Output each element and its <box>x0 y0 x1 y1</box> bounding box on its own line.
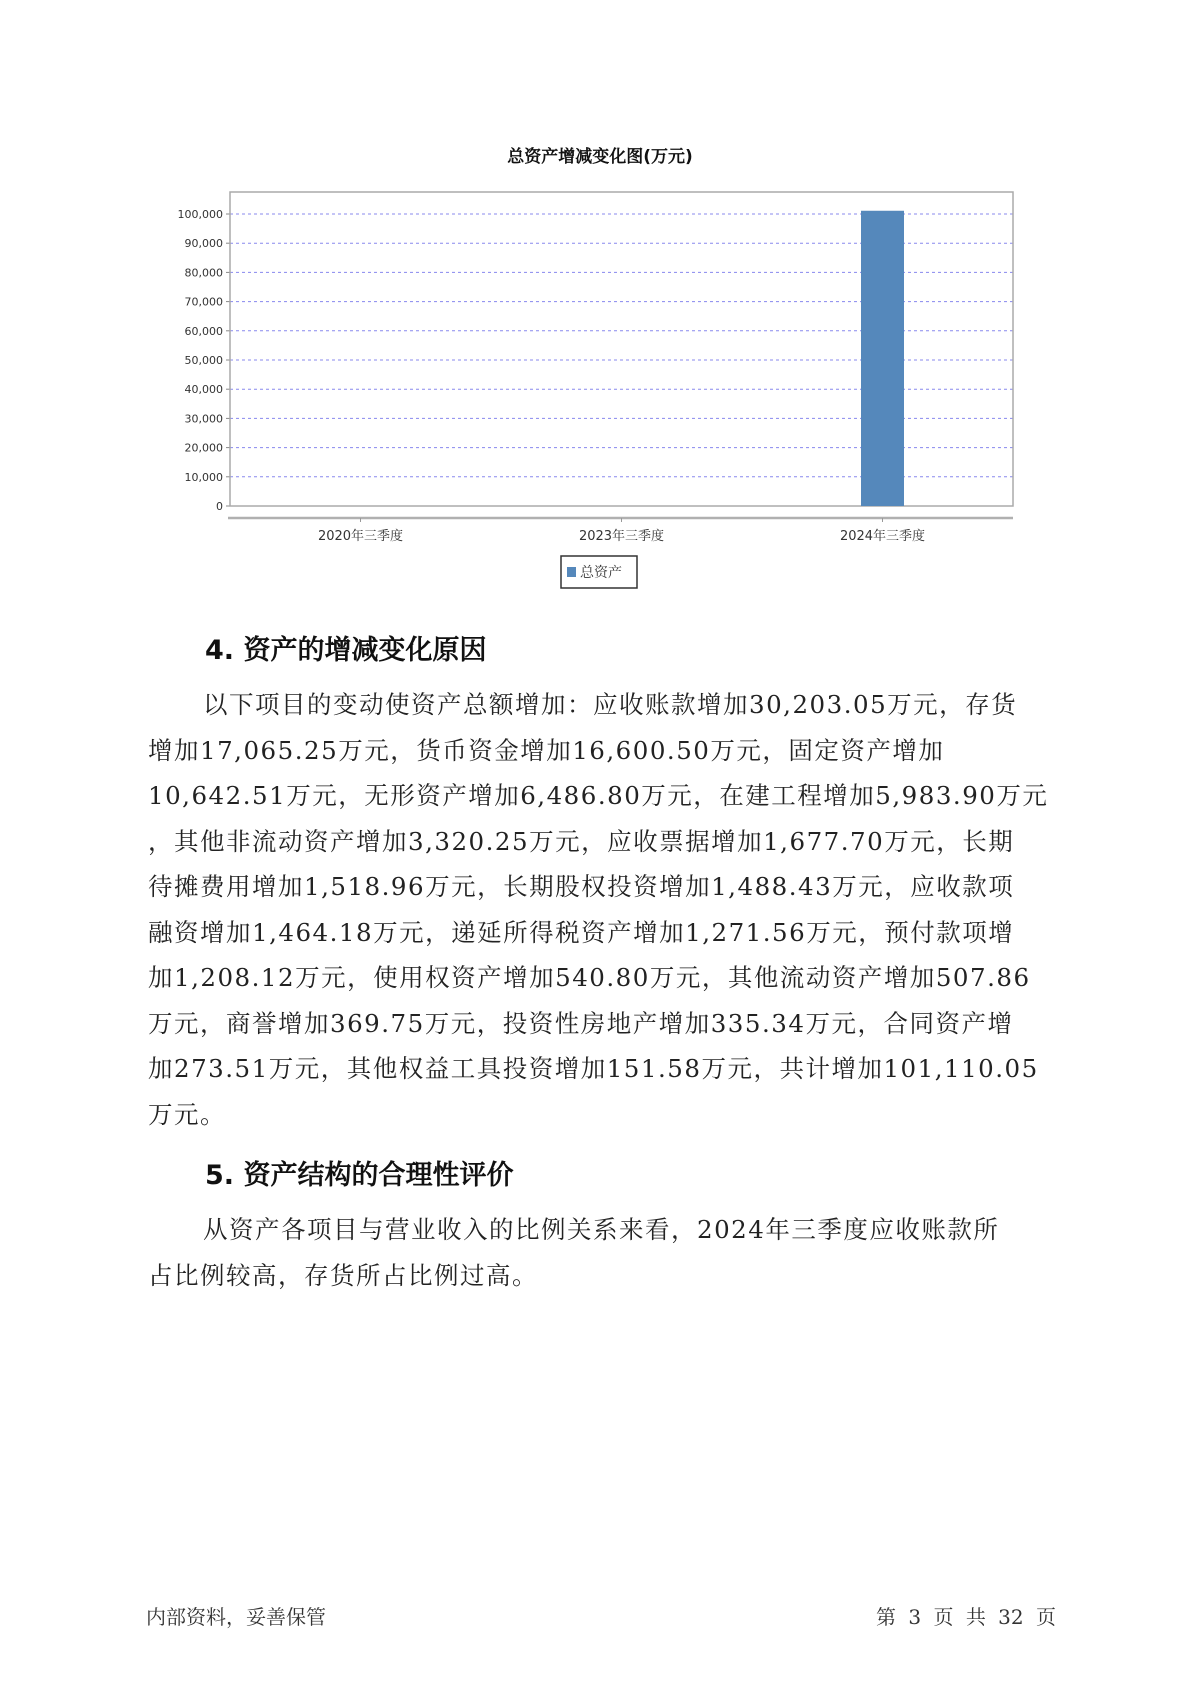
x-tick-label: 2020年三季度 <box>317 529 404 544</box>
bar-layer <box>861 211 904 506</box>
paragraph-line: 待摊费用增加1,518.96万元，长期股权投资增加1,488.43万元，应收款项 <box>148 872 1015 901</box>
paragraph-line: 万元。 <box>148 1099 226 1129</box>
paragraph-line: 10,642.51万元，无形资产增加6,486.80万元，在建工程增加5,983.90万元 <box>148 781 1049 810</box>
x-tick-label: 2024年三季度 <box>839 529 926 544</box>
y-tick-label: 80,000 <box>184 266 223 280</box>
paragraph-line: 从资产各项目与营业收入的比例关系来看，2024年三季度应收账款所 <box>203 1215 1000 1244</box>
section-4-paragraph <box>148 682 1068 1137</box>
paragraph-line: 加1,208.12万元，使用权资产增加540.80万元，其他流动资产增加507.86 <box>148 963 1031 992</box>
y-tick-label: 30,000 <box>184 412 223 426</box>
y-tick-label: 100,000 <box>177 208 223 221</box>
chart-legend <box>561 556 637 588</box>
chart-svg <box>160 140 1040 600</box>
y-axis-ticks <box>178 208 231 513</box>
y-tick-label: 50,000 <box>184 354 223 367</box>
bar-2024年三季度 <box>861 211 904 506</box>
footer-page-number: 第 3 页 共 32 页 <box>876 1605 1056 1629</box>
paragraph-line: ，其他非流动资产增加3,320.25万元，应收票据增加1,677.70万元，长期 <box>148 826 1015 856</box>
section-5-heading: 5. 资产结构的合理性评价 <box>205 1160 514 1191</box>
y-tick-label: 0 <box>216 500 223 513</box>
y-tick-label: 60,000 <box>184 324 223 338</box>
y-tick-label: 10,000 <box>184 470 223 484</box>
paragraph-line: 增加17,065.25万元，货币资金增加16,600.50万元，固定资产增加 <box>148 735 945 765</box>
footer-confidential-note: 内部资料，妥善保管 <box>146 1605 326 1629</box>
paragraph-line: 占比例较高，存货所占比例过高。 <box>148 1260 538 1290</box>
chart-title: 总资产增减变化图(万元) <box>507 147 693 167</box>
y-tick-label: 20,000 <box>184 441 223 455</box>
paragraph-line: 万元，商誉增加369.75万元，投资性房地产增加335.34万元，合同资产增 <box>148 1008 1014 1038</box>
paragraph-line: 以下项目的变动使资产总额增加：应收账款增加30,203.05万元，存货 <box>203 690 1018 719</box>
section-4-heading: 4. 资产的增减变化原因 <box>205 635 487 666</box>
section-5-paragraph <box>148 1207 1068 1298</box>
y-tick-label: 90,000 <box>184 237 223 251</box>
x-axis-ticks <box>318 518 925 544</box>
legend-label: 总资产 <box>580 565 622 581</box>
paragraph-line: 融资增加1,464.18万元，递延所得税资产增加1,271.56万元，预付款项增 <box>148 917 1015 947</box>
legend-swatch <box>567 567 576 577</box>
paragraph-line: 加273.51万元，其他权益工具投资增加151.58万元，共计增加101,110.05 <box>148 1054 1039 1083</box>
total-assets-chart <box>160 140 1040 600</box>
y-tick-label: 40,000 <box>184 383 223 397</box>
y-tick-label: 70,000 <box>184 295 223 309</box>
x-tick-label: 2023年三季度 <box>578 529 665 544</box>
